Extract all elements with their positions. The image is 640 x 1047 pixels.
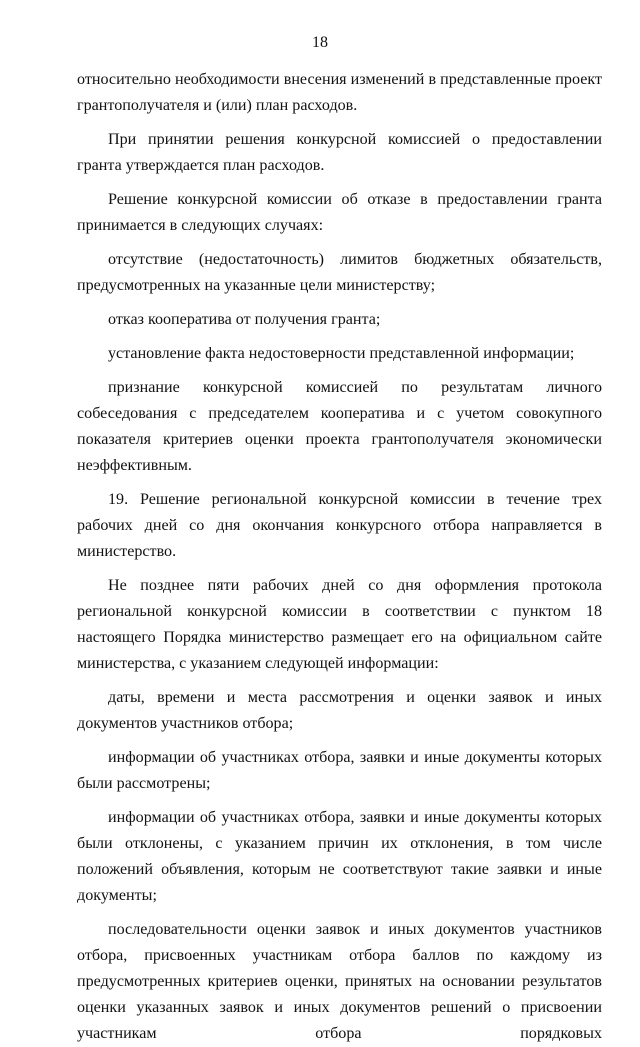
paragraph-plan-approval: При принятии решения конкурсной комиссией о предоставлении гранта утверждается план расходов.	[77, 131, 602, 174]
paragraph-refusal-limits: отсутствие (недостаточность) лимитов бюджетных обязательств, предусмотренных на указанные цели министерству;	[77, 251, 602, 294]
page-number: 18	[312, 34, 328, 51]
document-body	[77, 67, 602, 1047]
paragraph-info-dates: даты, времени и места рассмотрения и оценки заявок и иных документов участников отбора;	[77, 689, 602, 732]
paragraph-item-19: 19. Решение региональной конкурсной комиссии в течение трех рабочих дней со дня окончания конкурсного отбора направляется в министерство.	[77, 491, 602, 560]
paragraph-info-sequence: последовательности оценки заявок и иных документов участников отбора, присвоенных участникам отбора баллов по каждому из предусмотренных критериев оценки, принятых на основании результатов оценки указанных заявок и иных документов решений о присвоении участникам отбора порядковых	[77, 921, 602, 1042]
paragraph-refusal-cooperative: отказ кооператива от получения гранта;	[108, 311, 381, 328]
paragraph-refusal-intro: Решение конкурсной комиссии об отказе в предоставлении гранта принимается в следующих случаях:	[77, 191, 602, 234]
paragraph-info-reviewed: информации об участниках отбора, заявки и иные документы которых были рассмотрены;	[77, 749, 602, 792]
paragraph-refusal-falsity: установление факта недостоверности представленной информации;	[108, 345, 575, 362]
paragraph-refusal-inefficiency: признание конкурсной комиссией по результатам личного собеседования с председателем кооператива и с учетом совокупного показателя критериев оценки проекта грантополучателя экономически неэффективным.	[77, 379, 602, 474]
paragraph-protocol-publication: Не позднее пяти рабочих дней со дня оформления протокола региональной конкурсной комиссии в соответствии с пунктом 18 настоящего Порядка министерство размещает его на официальном сайте министерства, с указанием следующей информации:	[77, 577, 602, 672]
paragraph-continuation: относительно необходимости внесения изменений в представленные проект грантополучателя и (или) план расходов.	[77, 71, 602, 114]
paragraph-info-rejected: информации об участниках отбора, заявки и иные документы которых были отклонены, с указанием причин их отклонения, в том числе положений объявления, которым не соответствуют такие заявки и иные документы;	[77, 809, 602, 904]
